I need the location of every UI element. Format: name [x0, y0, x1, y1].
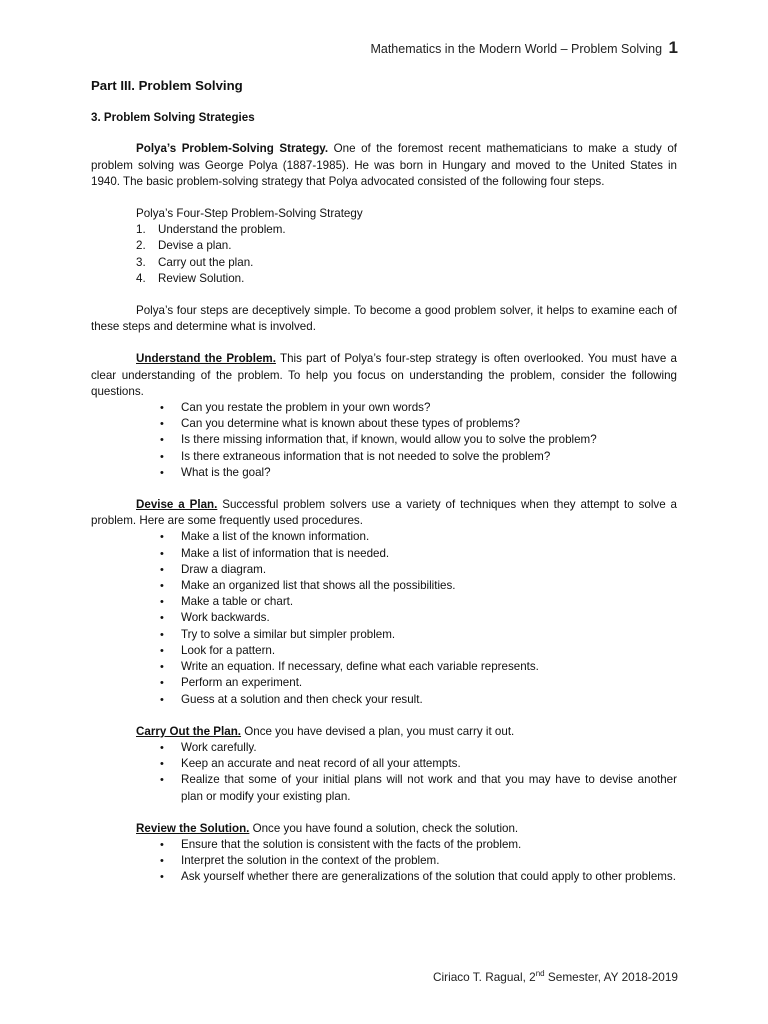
- section-heading: Understand the Problem.: [136, 352, 276, 366]
- bullet-icon: •: [160, 628, 164, 641]
- step-item: [91, 255, 677, 271]
- footer-term: Semester, AY 2018-2019: [544, 969, 678, 984]
- step-text: Review Solution.: [158, 271, 245, 285]
- bullet-icon: •: [160, 418, 164, 431]
- list-item: • Can you determine what is known about these types of problems?: [91, 416, 677, 432]
- list-item: • Realize that some of your initial plans will not work and that you may have to devise another plan or modify your existing plan.: [160, 773, 677, 803]
- bullet-icon: •: [160, 838, 164, 851]
- list-item: • Look for a pattern.: [91, 643, 677, 659]
- list-item: • Guess at a solution and then check your result.: [91, 692, 677, 708]
- step-number: 2.: [136, 239, 146, 253]
- list-item: • Ask yourself whether there are generalizations of the solution that could apply to other problems.: [91, 869, 677, 885]
- footer-ordinal: nd: [535, 969, 545, 978]
- list-item: • Draw a diagram.: [91, 562, 677, 578]
- step-number: 4.: [136, 271, 146, 285]
- section-text: Once you have found a solution, check the solution.: [249, 821, 519, 835]
- section-text: Once you have devised a plan, you must carry it out.: [241, 724, 515, 738]
- intro-paragraph: [91, 141, 677, 190]
- list-item: • Work carefully.: [91, 740, 677, 756]
- bullet-list: [91, 529, 677, 707]
- step-item: [91, 238, 677, 254]
- page-footer: [433, 969, 678, 984]
- list-item: • Make an organized list that shows all the possibilities.: [91, 578, 677, 594]
- bullet-list: [91, 740, 677, 805]
- bullet-icon: •: [160, 547, 164, 560]
- bullet-icon: •: [160, 563, 164, 576]
- bullet-icon: •: [160, 871, 164, 884]
- list-item: • Make a table or chart.: [91, 594, 677, 610]
- list-item: • Can you restate the problem in your own words?: [91, 400, 677, 416]
- page-header: [370, 38, 678, 58]
- bullet-icon: •: [160, 693, 164, 706]
- bullet-icon: •: [160, 531, 164, 544]
- page-number: 1: [668, 38, 678, 57]
- part-title: Part III. Problem Solving: [91, 78, 243, 93]
- list-item: • Perform an experiment.: [91, 675, 677, 691]
- step-number: 3.: [136, 255, 146, 269]
- section-heading: Review the Solution.: [136, 821, 250, 835]
- bullet-icon: •: [160, 466, 164, 479]
- header-title: Mathematics in the Modern World – Problem Solving: [370, 42, 663, 56]
- step-item: [91, 271, 677, 287]
- list-item: • Interpret the solution in the context of the problem.: [91, 853, 677, 869]
- steps-title: Polya’s Four-Step Problem-Solving Strategy: [136, 207, 363, 221]
- bullet-icon: •: [160, 661, 164, 674]
- steps-list: [91, 222, 677, 287]
- step-text: Carry out the plan.: [158, 255, 254, 269]
- bullet-icon: •: [160, 580, 164, 593]
- footer-author: Ciriaco T. Ragual, 2: [433, 969, 536, 984]
- bullet-icon: •: [160, 758, 164, 771]
- bullet-list: [91, 400, 677, 481]
- section-heading: Carry Out the Plan.: [136, 724, 242, 738]
- bullet-icon: •: [160, 644, 164, 657]
- list-item: • Is there missing information that, if known, would allow you to solve the problem?: [91, 432, 677, 448]
- list-item: • Make a list of information that is needed.: [91, 546, 677, 562]
- section-heading: Devise a Plan.: [136, 498, 218, 512]
- bullet-icon: •: [160, 450, 164, 463]
- step-text: Devise a plan.: [158, 239, 232, 253]
- list-item: • What is the goal?: [91, 465, 677, 481]
- list-item: • Try to solve a similar but simpler problem.: [91, 627, 677, 643]
- bullet-icon: •: [160, 741, 164, 754]
- document-body: [91, 78, 677, 886]
- summary-paragraph: Polya’s four steps are deceptively simple. To become a good problem solver, it helps to examine each of these steps and determine what is involved.: [91, 304, 677, 334]
- intro-lead: Polya’s Problem-Solving Strategy.: [136, 142, 329, 156]
- list-item: • Work backwards.: [91, 610, 677, 626]
- section-subtitle: 3. Problem Solving Strategies: [91, 111, 255, 125]
- bullet-icon: •: [160, 855, 164, 868]
- bullet-icon: •: [160, 596, 164, 609]
- bullet-icon: •: [160, 434, 164, 447]
- list-item: • Is there extraneous information that is not needed to solve the problem?: [91, 449, 677, 465]
- section-text: Successful problem solvers use a variety of techniques when they attempt to solve a problem. Here are some frequently used procedures.: [91, 498, 677, 528]
- list-item: • Write an equation. If necessary, define what each variable represents.: [91, 659, 677, 675]
- bullet-icon: •: [160, 774, 164, 787]
- list-item: • Ensure that the solution is consistent with the facts of the problem.: [91, 837, 677, 853]
- intro-text: One of the foremost recent mathematicians to make a study of problem solving was George Polya (1887-1985). He was born in Hungary and moved to the United States in 1940. The basic problem-solving strategy that Polya advocated consisted of the following four steps.: [91, 142, 678, 188]
- section-text: This part of Polya’s four-step strategy is often overlooked. You must have a clear understanding of the problem. To help you focus on understanding the problem, consider the following questions.: [91, 352, 677, 398]
- list-item: • Make a list of the known information.: [91, 529, 677, 545]
- section-carry-out: [91, 724, 677, 740]
- bullet-list: [91, 837, 677, 886]
- step-text: Understand the problem.: [158, 223, 286, 237]
- bullet-icon: •: [160, 612, 164, 625]
- step-number: 1.: [136, 223, 146, 237]
- bullet-icon: •: [160, 677, 164, 690]
- section-review: [91, 821, 677, 837]
- step-item: [91, 222, 677, 238]
- section-devise: [91, 497, 677, 529]
- section-understand: [91, 351, 677, 400]
- bullet-icon: •: [160, 402, 164, 415]
- list-item: • Keep an accurate and neat record of all your attempts.: [91, 756, 677, 772]
